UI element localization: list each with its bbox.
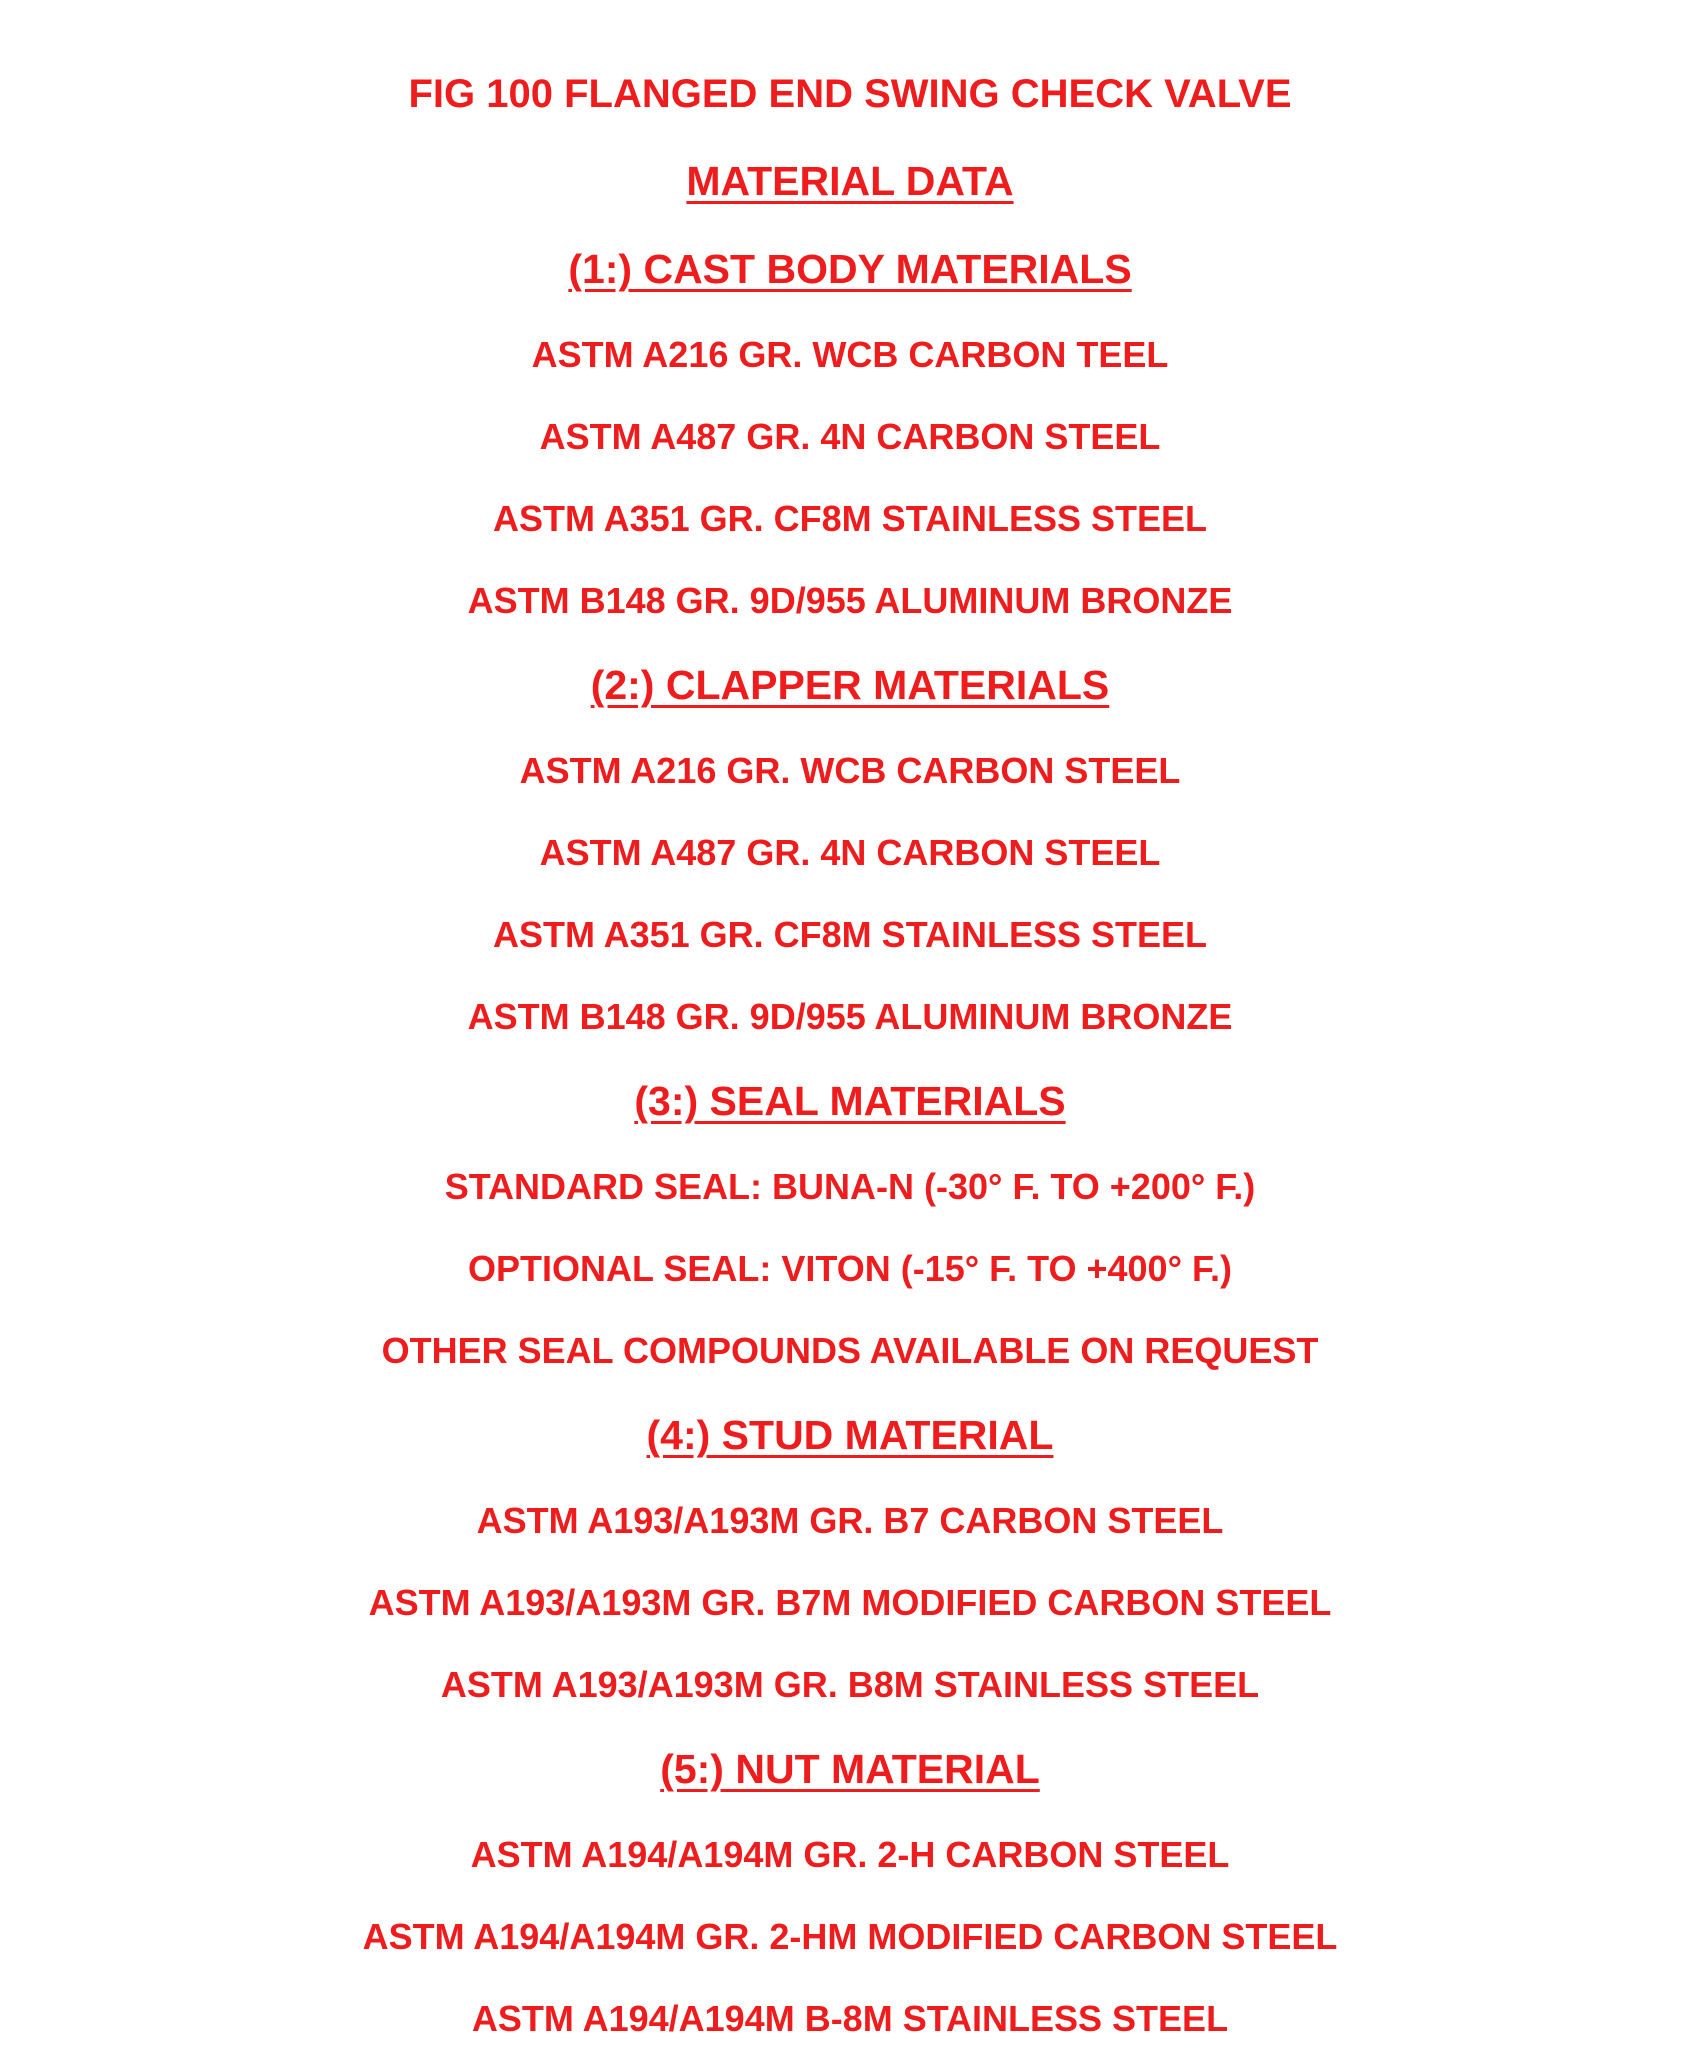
section-heading: (1:) CAST BODY MATERIALS	[568, 246, 1132, 292]
material-item: ASTM B148 GR. 9D/955 ALUMINUM BRONZE	[467, 996, 1233, 1037]
material-item: ASTM A194/A194M GR. 2-H CARBON STEEL	[470, 1834, 1230, 1875]
section-heading: (5:) NUT MATERIAL	[660, 1746, 1040, 1792]
material-item: ASTM A193/A193M GR. B8M STAINLESS STEEL	[440, 1664, 1260, 1705]
material-item: ASTM A487 GR. 4N CARBON STEEL	[539, 832, 1161, 873]
material-item: OPTIONAL SEAL: VITON (-15° F. TO +400° F.)	[468, 1248, 1232, 1289]
section-heading: (4:) STUD MATERIAL	[646, 1412, 1054, 1458]
material-item: ASTM A351 GR. CF8M STAINLESS STEEL	[492, 498, 1208, 539]
material-item: ASTM A193/A193M GR. B7 CARBON STEEL	[476, 1500, 1224, 1541]
material-item: OTHER SEAL COMPOUNDS AVAILABLE ON REQUEST	[381, 1330, 1319, 1371]
section-heading: (3:) SEAL MATERIALS	[634, 1078, 1066, 1124]
material-item: ASTM A216 GR. WCB CARBON TEEL	[531, 334, 1169, 375]
material-data-heading: MATERIAL DATA	[686, 158, 1014, 204]
material-item: ASTM A351 GR. CF8M STAINLESS STEEL	[492, 914, 1208, 955]
section-heading: (2:) CLAPPER MATERIALS	[590, 662, 1110, 708]
material-item: ASTM A193/A193M GR. B7M MODIFIED CARBON STEEL	[368, 1582, 1332, 1623]
material-item: ASTM A487 GR. 4N CARBON STEEL	[539, 416, 1161, 457]
material-item: ASTM B148 GR. 9D/955 ALUMINUM BRONZE	[467, 580, 1233, 621]
document-title: FIG 100 FLANGED END SWING CHECK VALVE	[408, 72, 1292, 116]
material-item: ASTM A194/A194M B-8M STAINLESS STEEL	[471, 1998, 1229, 2039]
material-item: ASTM A216 GR. WCB CARBON STEEL	[519, 750, 1181, 791]
material-item: ASTM A194/A194M GR. 2-HM MODIFIED CARBON STEEL	[362, 1916, 1338, 1957]
material-item: STANDARD SEAL: BUNA-N (-30° F. TO +200° F.)	[444, 1166, 1256, 1207]
